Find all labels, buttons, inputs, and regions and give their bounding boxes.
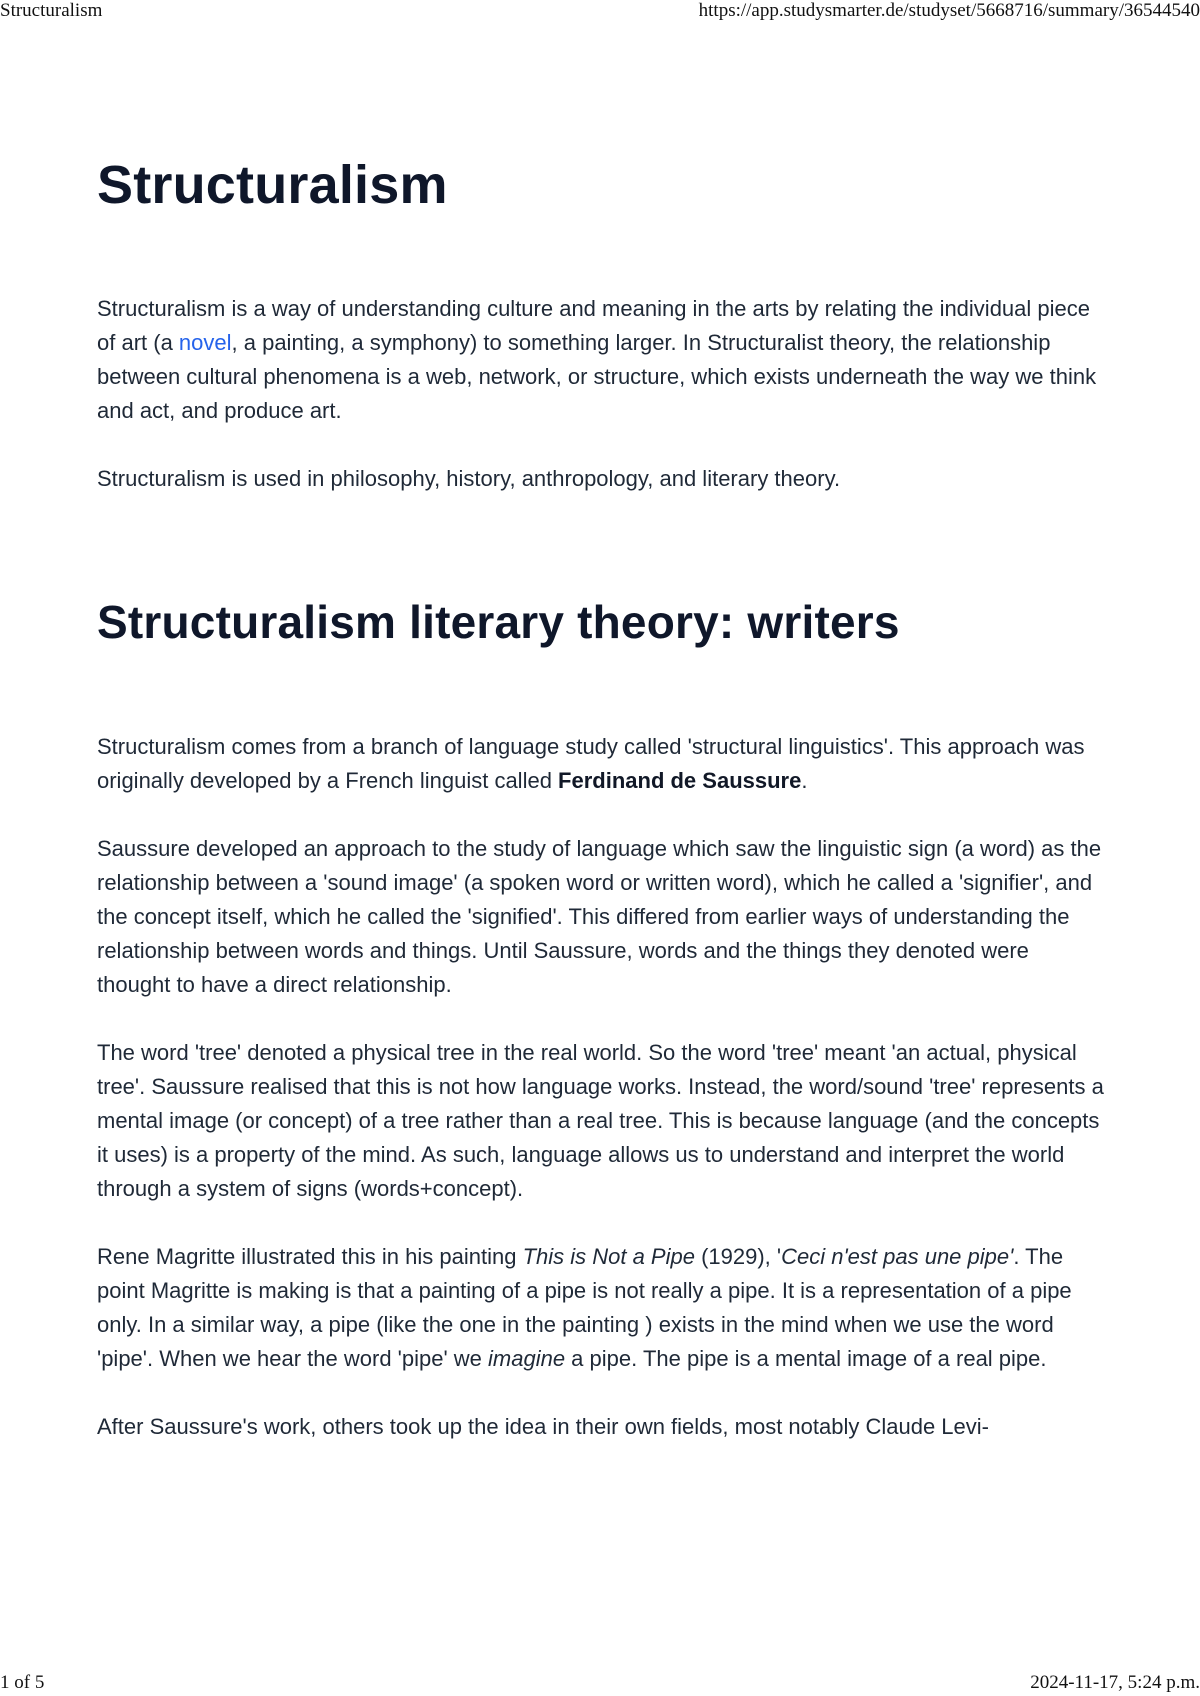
page-title: Structuralism xyxy=(97,155,448,215)
print-header-title: Structuralism xyxy=(0,0,103,21)
section-p4-text-a: Rene Magritte illustrated this in his painting xyxy=(97,1244,523,1269)
page-counter: 1 of 5 xyxy=(0,1672,45,1693)
print-footer xyxy=(0,1672,1200,1696)
intro-paragraph-1 xyxy=(97,292,1107,428)
section-p1-text-b: . xyxy=(801,768,808,793)
novel-link[interactable]: novel xyxy=(178,330,232,355)
section-p1-text-a: Structuralism comes from a branch of language study called 'structural linguistics'. This approach was originally developed by a French linguist called xyxy=(97,734,1085,793)
section-p4-text-d: a pipe. The pipe is a mental image of a real pipe. xyxy=(565,1346,1047,1371)
saussure-name: Ferdinand de Saussure xyxy=(558,768,802,793)
section-p4-text-b: (1929), ' xyxy=(694,1244,782,1269)
imagine-word: imagine xyxy=(488,1346,566,1371)
section-p4-text-c: . The point Magritte is making is that a painting of a pipe is not really a pipe. It is a representation of a pipe only. In a similar way, a pipe (like the one in the painting ) exists in the mind when we use the word 'pipe'. When we hear the word 'pipe' we xyxy=(97,1244,1072,1371)
section-heading: Structuralism literary theory: writers xyxy=(97,596,900,648)
section-paragraph-1 xyxy=(97,730,1107,798)
section-paragraph-4 xyxy=(97,1240,1107,1376)
section-paragraph-3: The word 'tree' denoted a physical tree in the real world. So the word 'tree' meant 'an actual, physical tree'. Saussure realised that this is not how language works. Instead, the word/sound 'tree' represents a mental image (or concept) of a tree rather than a real tree. This is because language (and the concepts it uses) is a property of the mind. As such, language allows us to understand and interpret the world through a system of signs (words+concept). xyxy=(97,1040,1104,1201)
print-header xyxy=(0,0,1200,24)
intro-p1-text-a: Structuralism is a way of understanding culture and meaning in the arts by relating the individual piece of art (a xyxy=(97,296,1090,355)
painting-french-title: Ceci n'est pas une pipe' xyxy=(781,1244,1014,1269)
section-paragraph-5: After Saussure's work, others took up the idea in their own fields, most notably Claude Levi- xyxy=(97,1414,989,1439)
painting-title: This is Not a Pipe xyxy=(522,1244,695,1269)
section-paragraph-2: Saussure developed an approach to the study of language which saw the linguistic sign (a word) as the relationship between a 'sound image' (a spoken word or written word), which he called a 'signifier', and the concept itself, which he called the 'signified'. This differed from earlier ways of understanding the relationship between words and things. Until Saussure, words and the things they denoted were thought to have a direct relationship. xyxy=(97,836,1102,997)
intro-paragraph-2: Structuralism is used in philosophy, history, anthropology, and literary theory. xyxy=(97,466,841,491)
print-header-url: https://app.studysmarter.de/studyset/5668716/summary/36544540 xyxy=(698,0,1200,21)
article-content xyxy=(97,150,1107,1478)
print-datetime: 2024-11-17, 5:24 p.m. xyxy=(1030,1672,1200,1693)
intro-p1-text-b: , a painting, a symphony) to something larger. In Structuralist theory, the relationship between cultural phenomena is a web, network, or structure, which exists underneath the way we think and act, and produce art. xyxy=(97,330,1097,423)
